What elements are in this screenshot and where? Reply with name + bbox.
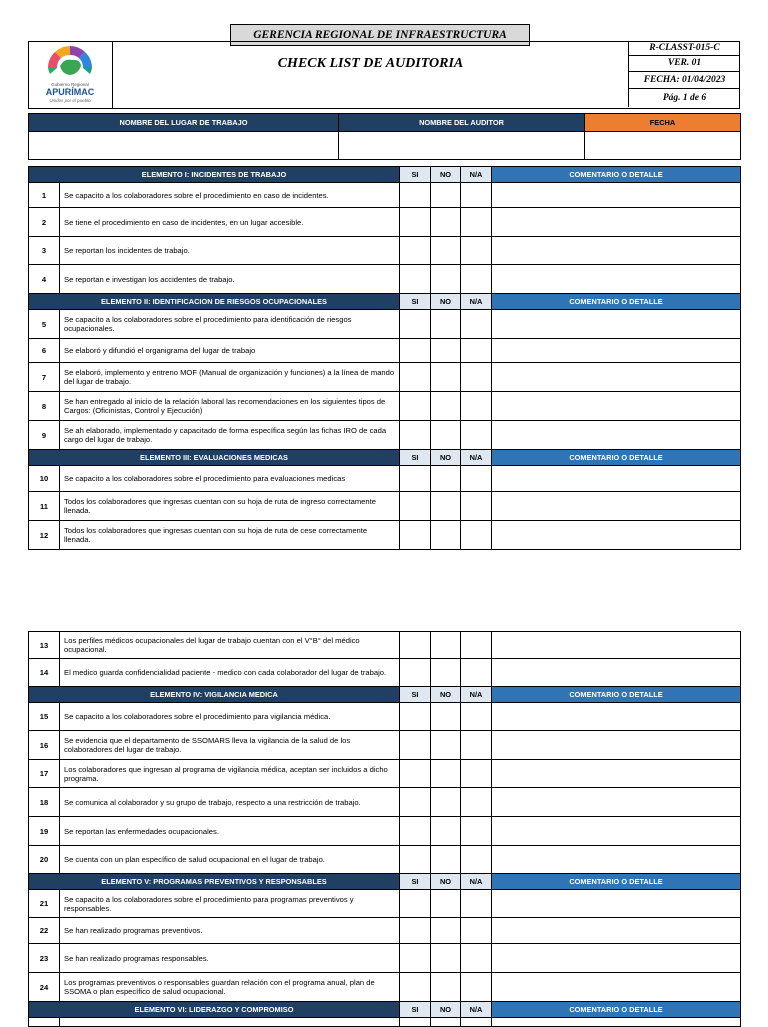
no-checkbox[interactable] <box>431 492 461 521</box>
comment-cell[interactable] <box>492 392 741 421</box>
col-comment-header: COMENTARIO O DETALLE <box>492 874 741 890</box>
col-comment-header: COMENTARIO O DETALLE <box>492 167 741 183</box>
col-si-header: SI <box>400 687 431 703</box>
na-checkbox[interactable] <box>461 760 492 788</box>
empty-cell <box>400 1018 431 1027</box>
item-text: Los colaboradores que ingresan al programa de vigilancia médica, aceptan ser incluidos a dicho programa. <box>60 760 400 788</box>
comment-cell[interactable] <box>492 703 741 731</box>
checklist-row <box>29 703 741 731</box>
item-number: 22 <box>29 918 60 944</box>
section-title: ELEMENTO III: EVALUACIONES MEDICAS <box>29 450 400 466</box>
col-no-header: NO <box>431 874 461 890</box>
no-checkbox[interactable] <box>431 731 461 760</box>
checklist-row <box>29 265 741 294</box>
col-na-header: N/A <box>461 450 492 466</box>
si-checkbox[interactable] <box>400 310 431 339</box>
doc-code: R-CLASST-015-C <box>629 41 740 56</box>
no-checkbox[interactable] <box>431 265 461 294</box>
section-title: ELEMENTO VI: LIDERAZGO Y COMPROMISO <box>29 1002 400 1018</box>
item-number: 8 <box>29 392 60 421</box>
comment-cell[interactable] <box>492 788 741 817</box>
na-checkbox[interactable] <box>461 183 492 208</box>
col-no-header: NO <box>431 167 461 183</box>
no-checkbox[interactable] <box>431 208 461 237</box>
na-checkbox[interactable] <box>461 339 492 363</box>
si-checkbox[interactable] <box>400 632 431 659</box>
col-si-header: SI <box>400 294 431 310</box>
item-text: Se han realizado programas preventivos. <box>60 918 400 944</box>
section-header <box>29 167 741 183</box>
item-number: 17 <box>29 760 60 788</box>
col-comment-header: COMENTARIO O DETALLE <box>492 1002 741 1018</box>
no-checkbox[interactable] <box>431 760 461 788</box>
apurimac-logo-icon <box>30 44 110 84</box>
comment-cell[interactable] <box>492 265 741 294</box>
na-checkbox[interactable] <box>461 817 492 846</box>
item-text: Se capacito a los colaboradores sobre el procedimiento para programas preventivos y responsables. <box>60 890 400 918</box>
col-na-header: N/A <box>461 167 492 183</box>
checklist-row <box>29 521 741 550</box>
na-checkbox[interactable] <box>461 208 492 237</box>
si-checkbox[interactable] <box>400 817 431 846</box>
checklist-table-page1 <box>28 166 741 550</box>
section-header <box>29 450 741 466</box>
na-checkbox[interactable] <box>461 265 492 294</box>
section-title: ELEMENTO V: PROGRAMAS PREVENTIVOS Y RESPONSABLES <box>29 874 400 890</box>
si-checkbox[interactable] <box>400 237 431 265</box>
checklist-row <box>29 492 741 521</box>
si-checkbox[interactable] <box>400 183 431 208</box>
item-number: 12 <box>29 521 60 550</box>
no-checkbox[interactable] <box>431 918 461 944</box>
comment-cell[interactable] <box>492 944 741 973</box>
na-checkbox[interactable] <box>461 788 492 817</box>
item-text: Todos los colaboradores que ingresas cuentan con su hoja de ruta de cese correctamente llenada. <box>60 521 400 550</box>
na-checkbox[interactable] <box>461 466 492 492</box>
item-text: Se elaboró y difundió el organigrama del lugar de trabajo <box>60 339 400 363</box>
si-checkbox[interactable] <box>400 788 431 817</box>
item-number: 24 <box>29 973 60 1002</box>
auditor-field[interactable] <box>339 132 585 160</box>
empty-cell <box>492 1018 741 1027</box>
col-si-header: SI <box>400 167 431 183</box>
checklist-row <box>29 392 741 421</box>
comment-cell[interactable] <box>492 183 741 208</box>
si-checkbox[interactable] <box>400 421 431 450</box>
item-number: 11 <box>29 492 60 521</box>
empty-cell <box>461 1018 492 1027</box>
si-checkbox[interactable] <box>400 363 431 392</box>
checklist-row <box>29 339 741 363</box>
item-text: Se tiene el procedimiento en caso de incidentes, en un lugar accesible. <box>60 208 400 237</box>
col-no-header: NO <box>431 450 461 466</box>
comment-cell[interactable] <box>492 817 741 846</box>
col-comment-header: COMENTARIO O DETALLE <box>492 687 741 703</box>
date-field[interactable] <box>585 132 741 160</box>
col-comment-header: COMENTARIO O DETALLE <box>492 294 741 310</box>
no-checkbox[interactable] <box>431 788 461 817</box>
na-checkbox[interactable] <box>461 421 492 450</box>
no-checkbox[interactable] <box>431 703 461 731</box>
item-text: Los perfiles médicos ocupacionales del lugar de trabajo cuentan con el V°B° del médico ocupacional. <box>60 632 400 659</box>
col-no-header: NO <box>431 294 461 310</box>
si-checkbox[interactable] <box>400 466 431 492</box>
item-text: Se capacito a los colaboradores sobre el procedimiento para evaluaciones medicas <box>60 466 400 492</box>
item-number: 18 <box>29 788 60 817</box>
item-number: 2 <box>29 208 60 237</box>
item-text: Se capacito a los colaboradores sobre el procedimiento para identificación de riesgos ocupacionales. <box>60 310 400 339</box>
comment-cell[interactable] <box>492 918 741 944</box>
workplace-label: NOMBRE DEL LUGAR DE TRABAJO <box>29 114 339 132</box>
item-text: Los programas preventivos o responsables guardan relación con el programa anual, plan de SSOMA o plan específico de salud ocupacional. <box>60 973 400 1002</box>
section-header <box>29 687 741 703</box>
item-text: Se reportan e investigan los accidentes de trabajo. <box>60 265 400 294</box>
si-checkbox[interactable] <box>400 492 431 521</box>
checklist-row-partial <box>29 1018 741 1027</box>
checklist-row <box>29 788 741 817</box>
checklist-row <box>29 846 741 874</box>
section-header <box>29 294 741 310</box>
col-na-header: N/A <box>461 874 492 890</box>
comment-cell[interactable] <box>492 632 741 659</box>
checklist-row <box>29 310 741 339</box>
item-text: Se reportan las enfermedades ocupacionales. <box>60 817 400 846</box>
item-number: 1 <box>29 183 60 208</box>
no-checkbox[interactable] <box>431 392 461 421</box>
empty-cell <box>29 1018 60 1027</box>
item-number: 13 <box>29 632 60 659</box>
checklist-row <box>29 890 741 918</box>
na-checkbox[interactable] <box>461 944 492 973</box>
section-title: ELEMENTO IV: VIGILANCIA MEDICA <box>29 687 400 703</box>
item-number: 10 <box>29 466 60 492</box>
na-checkbox[interactable] <box>461 659 492 687</box>
checklist-row <box>29 421 741 450</box>
item-number: 19 <box>29 817 60 846</box>
col-na-header: N/A <box>461 1002 492 1018</box>
col-comment-header: COMENTARIO O DETALLE <box>492 450 741 466</box>
item-text: Se han realizado programas responsables. <box>60 944 400 973</box>
logo-line1: Gobierno Regional <box>51 82 89 87</box>
item-text: Se cuenta con un plan específico de salud ocupacional en el lugar de trabajo. <box>60 846 400 874</box>
no-checkbox[interactable] <box>431 659 461 687</box>
checklist-row <box>29 944 741 973</box>
checklist-row <box>29 237 741 265</box>
item-number: 5 <box>29 310 60 339</box>
checklist-row <box>29 363 741 392</box>
no-checkbox[interactable] <box>431 310 461 339</box>
col-si-header: SI <box>400 1002 431 1018</box>
col-na-header: N/A <box>461 294 492 310</box>
si-checkbox[interactable] <box>400 659 431 687</box>
empty-cell <box>431 1018 461 1027</box>
si-checkbox[interactable] <box>400 973 431 1002</box>
item-text: Se capacito a los colaboradores sobre el procedimiento en caso de incidentes. <box>60 183 400 208</box>
col-si-header: SI <box>400 874 431 890</box>
item-number: 4 <box>29 265 60 294</box>
checklist-row <box>29 817 741 846</box>
section-title: ELEMENTO I: INCIDENTES DE TRABAJO <box>29 167 400 183</box>
si-checkbox[interactable] <box>400 944 431 973</box>
comment-cell[interactable] <box>492 310 741 339</box>
item-text: Se reportan los incidentes de trabajo. <box>60 237 400 265</box>
no-checkbox[interactable] <box>431 237 461 265</box>
checklist-row <box>29 973 741 1002</box>
checklist-row <box>29 918 741 944</box>
si-checkbox[interactable] <box>400 890 431 918</box>
logo-name: APURÍMAC <box>45 87 95 97</box>
comment-cell[interactable] <box>492 208 741 237</box>
checklist-row <box>29 731 741 760</box>
no-checkbox[interactable] <box>431 632 461 659</box>
checklist-row <box>29 208 741 237</box>
comment-cell[interactable] <box>492 339 741 363</box>
comment-cell[interactable] <box>492 890 741 918</box>
doc-version: VER. 01 <box>629 56 740 72</box>
item-text: El medico guarda confidencialidad paciente - medico con cada colaborador del lugar de trabajo. <box>60 659 400 687</box>
na-checkbox[interactable] <box>461 890 492 918</box>
empty-cell <box>60 1018 400 1027</box>
si-checkbox[interactable] <box>400 703 431 731</box>
item-text: Se ah elaborado, implementado y capacitado de forma específica según las fichas IRO de cada cargo del lugar de trabajo. <box>60 421 400 450</box>
na-checkbox[interactable] <box>461 703 492 731</box>
section-header <box>29 1002 741 1018</box>
item-text: Se comunica al colaborador y su grupo de trabajo, respecto a una restricción de trabajo. <box>60 788 400 817</box>
workplace-field[interactable] <box>29 132 339 160</box>
no-checkbox[interactable] <box>431 944 461 973</box>
si-checkbox[interactable] <box>400 846 431 874</box>
checklist-row <box>29 760 741 788</box>
doc-title: CHECK LIST DE AUDITORIA <box>277 56 464 71</box>
col-na-header: N/A <box>461 687 492 703</box>
checklist-row <box>29 659 741 687</box>
org-title: GERENCIA REGIONAL DE INFRAESTRUCTURA <box>253 29 507 41</box>
item-text: Todos los colaboradores que ingresas cuentan con su hoja de ruta de ingreso correctamente llenada. <box>60 492 400 521</box>
item-number: 15 <box>29 703 60 731</box>
na-checkbox[interactable] <box>461 392 492 421</box>
no-checkbox[interactable] <box>431 421 461 450</box>
checklist-row <box>29 183 741 208</box>
auditor-label: NOMBRE DEL AUDITOR <box>339 114 585 132</box>
no-checkbox[interactable] <box>431 521 461 550</box>
item-number: 3 <box>29 237 60 265</box>
date-label: FECHA <box>585 114 741 132</box>
item-number: 23 <box>29 944 60 973</box>
item-text: Se evidencia que el departamento de SSOMARS lleva la vigilancia de la salud de los colaboradores del lugar de trabajo. <box>60 731 400 760</box>
na-checkbox[interactable] <box>461 973 492 1002</box>
col-si-header: SI <box>400 450 431 466</box>
si-checkbox[interactable] <box>400 760 431 788</box>
logo-divider <box>112 41 113 109</box>
comment-cell[interactable] <box>492 421 741 450</box>
na-checkbox[interactable] <box>461 492 492 521</box>
doc-date: FECHA: 01/04/2023 <box>629 72 740 89</box>
na-checkbox[interactable] <box>461 521 492 550</box>
na-checkbox[interactable] <box>461 846 492 874</box>
info-table <box>28 113 741 160</box>
checklist-row <box>29 466 741 492</box>
comment-cell[interactable] <box>492 237 741 265</box>
comment-cell[interactable] <box>492 760 741 788</box>
no-checkbox[interactable] <box>431 817 461 846</box>
na-checkbox[interactable] <box>461 310 492 339</box>
si-checkbox[interactable] <box>400 265 431 294</box>
no-checkbox[interactable] <box>431 973 461 1002</box>
section-header <box>29 874 741 890</box>
si-checkbox[interactable] <box>400 731 431 760</box>
comment-cell[interactable] <box>492 659 741 687</box>
item-text: Se elaboró, implemento y entreno MOF (Manual de organización y funciones) a la línea de mando del lugar de trabajo. <box>60 363 400 392</box>
item-number: 20 <box>29 846 60 874</box>
logo <box>30 44 110 106</box>
comment-cell[interactable] <box>492 492 741 521</box>
na-checkbox[interactable] <box>461 363 492 392</box>
col-no-header: NO <box>431 1002 461 1018</box>
code-box <box>628 41 740 107</box>
comment-cell[interactable] <box>492 846 741 874</box>
item-number: 6 <box>29 339 60 363</box>
comment-cell[interactable] <box>492 466 741 492</box>
item-number: 7 <box>29 363 60 392</box>
si-checkbox[interactable] <box>400 339 431 363</box>
comment-cell[interactable] <box>492 973 741 1002</box>
comment-cell[interactable] <box>492 363 741 392</box>
no-checkbox[interactable] <box>431 363 461 392</box>
item-number: 14 <box>29 659 60 687</box>
no-checkbox[interactable] <box>431 466 461 492</box>
item-number: 16 <box>29 731 60 760</box>
si-checkbox[interactable] <box>400 392 431 421</box>
checklist-row <box>29 632 741 659</box>
no-checkbox[interactable] <box>431 846 461 874</box>
na-checkbox[interactable] <box>461 237 492 265</box>
na-checkbox[interactable] <box>461 918 492 944</box>
na-checkbox[interactable] <box>461 632 492 659</box>
na-checkbox[interactable] <box>461 731 492 760</box>
comment-cell[interactable] <box>492 731 741 760</box>
si-checkbox[interactable] <box>400 918 431 944</box>
checklist-table-page2 <box>28 631 741 1027</box>
section-title: ELEMENTO II: IDENTIFICACION DE RIESGOS OCUPACIONALES <box>29 294 400 310</box>
item-text: Se han entregado al inicio de la relación laboral las recomendaciones en los siguientes tipos de Cargos: (Oficinistas, Control y Ejecución) <box>60 392 400 421</box>
si-checkbox[interactable] <box>400 208 431 237</box>
no-checkbox[interactable] <box>431 183 461 208</box>
item-number: 9 <box>29 421 60 450</box>
no-checkbox[interactable] <box>431 339 461 363</box>
no-checkbox[interactable] <box>431 890 461 918</box>
comment-cell[interactable] <box>492 521 741 550</box>
si-checkbox[interactable] <box>400 521 431 550</box>
item-number: 21 <box>29 890 60 918</box>
doc-page: Pág. 1 de 6 <box>662 93 707 103</box>
logo-tagline: Unidos por el pueblo <box>49 98 91 103</box>
col-no-header: NO <box>431 687 461 703</box>
item-text: Se capacito a los colaboradores sobre el procedimiento para vigilancia médica. <box>60 703 400 731</box>
